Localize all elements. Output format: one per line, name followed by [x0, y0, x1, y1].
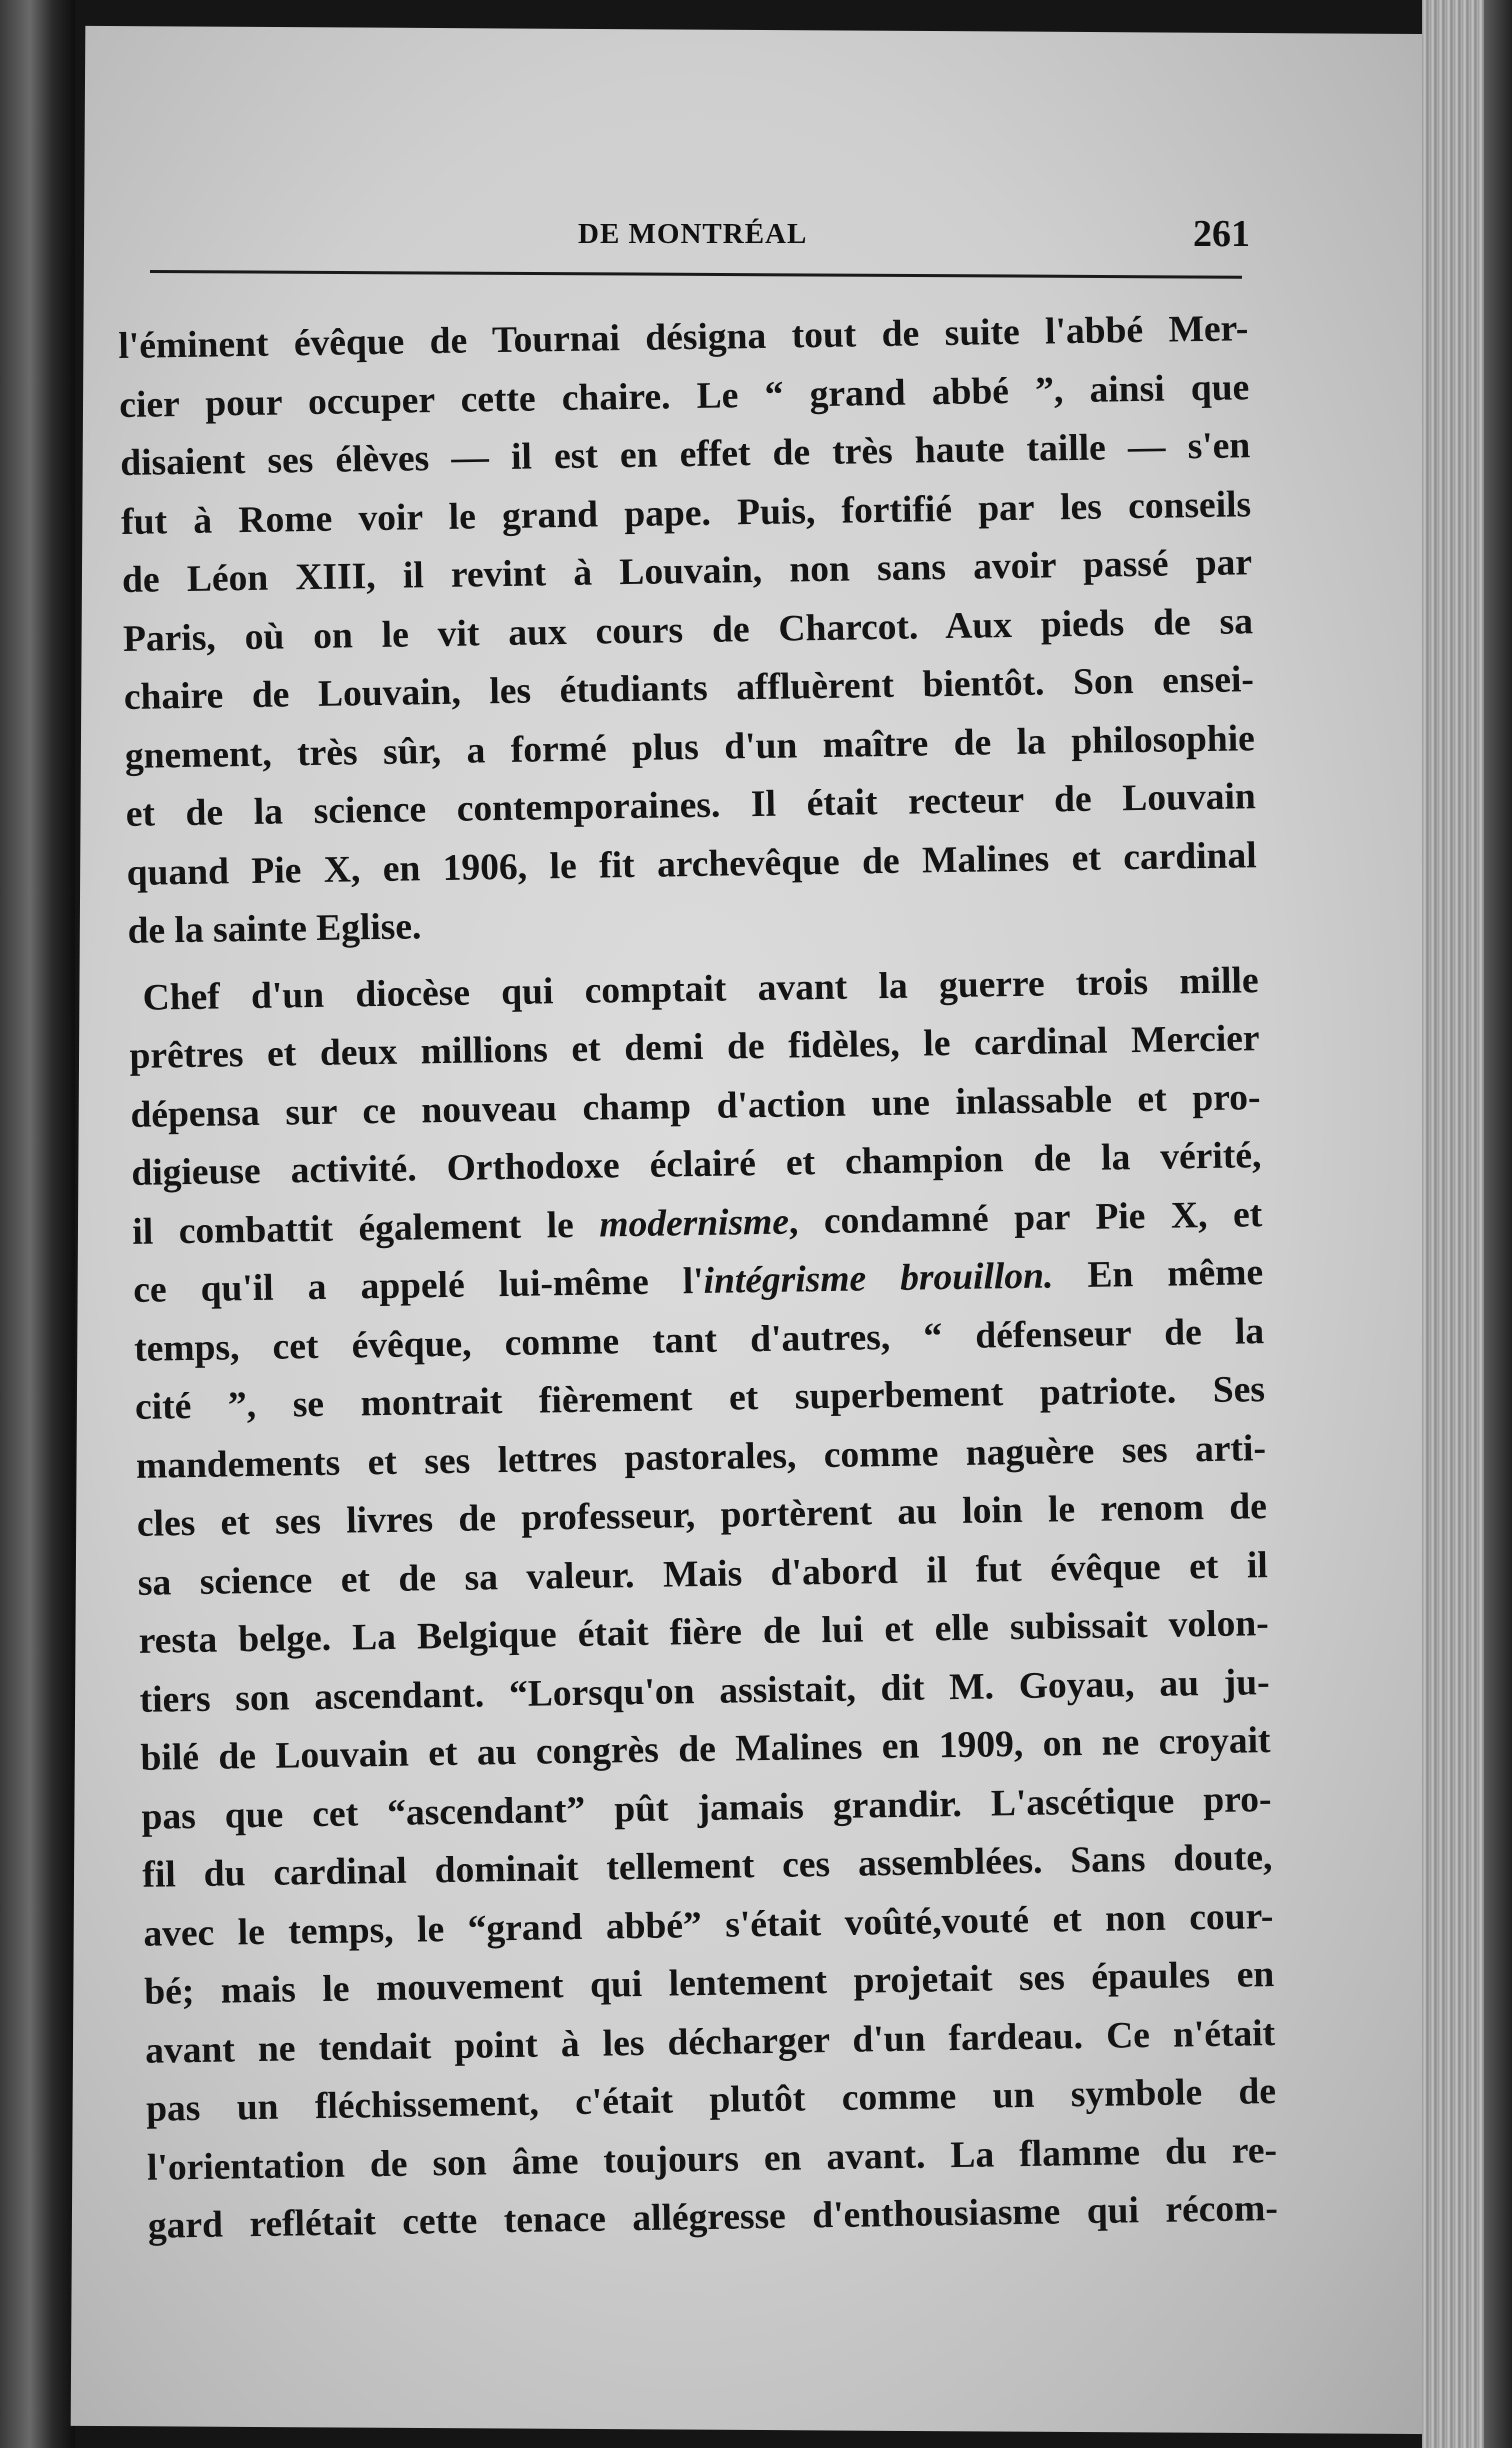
book-gutter-shadow: [0, 0, 75, 2448]
page-number: 261: [1193, 213, 1250, 255]
page-stack-edges: [1422, 0, 1512, 2448]
text-segment: ce qu'il a appelé lui-même l': [132, 1260, 704, 1311]
text-segment: , condamné par Pie X, et: [788, 1193, 1263, 1243]
text-line: et de la science contemporaines. Il était recteur de Louvain: [125, 776, 1256, 835]
text-line: tiers son ascendant. “Lorsqu'on assistait, dit M. Goyau, au ju-: [139, 1661, 1270, 1721]
text-line: pas que cet “ascendant” pût jamais grandir. L'ascétique pro-: [141, 1778, 1272, 1838]
italic-term: modernisme: [599, 1201, 790, 1246]
italic-term: intégrisme brouillon.: [703, 1255, 1054, 1302]
text-line: chaire de Louvain, les étudiants affluèrent bientôt. Son ensei-: [123, 659, 1255, 718]
text-line: cier pour occuper cette chaire. Le “ grand abbé ”, ainsi que: [119, 366, 1250, 426]
text-line: fil du cardinal dominait tellement ces assemblées. Sans doute,: [142, 1837, 1273, 1896]
text-line: de la sainte Eglise.: [127, 906, 422, 952]
text-line: quand Pie X, en 1906, le fit archevêque de Malines et cardinal: [126, 834, 1257, 894]
text-line: resta belge. La Belgique était fière de lui et elle subissait volon-: [138, 1603, 1269, 1662]
text-line: bé; mais le mouvement qui lentement projetait ses épaules en: [143, 1954, 1275, 2013]
text-line: pas un fléchissement, c'était plutôt comme un symbole de: [145, 2071, 1277, 2130]
body-text: [118, 300, 1278, 2256]
text-line: l'éminent évêque de Tournai désigna tout de suite l'abbé Mer-: [118, 308, 1249, 367]
text-segment: En même: [1053, 1252, 1264, 1297]
text-line: avant ne tendait point à les décharger d'un fardeau. Ce n'était: [144, 2012, 1276, 2072]
text-line: mandements et ses lettres pastorales, comme naguère ses arti-: [135, 1427, 1267, 1487]
text-line: de Léon XIII, il revint à Louvain, non sans avoir passé par: [121, 542, 1253, 601]
text-line: digieuse activité. Orthodoxe éclairé et champion de la vérité,: [131, 1135, 1262, 1194]
text-line: gard reflétait cette tenace allégresse d'enthousiasme qui récom-: [147, 2188, 1279, 2247]
text-line: avec le temps, le “grand abbé” s'était voûté,vouté et non cour-: [143, 1895, 1274, 1955]
text-line: bilé de Louvain et au congrès de Malines en 1909, on ne croyait: [140, 1720, 1271, 1779]
text-line: temps, cet évêque, comme tant d'autres, “ défenseur de la: [133, 1310, 1265, 1370]
text-segment: il combattit également le: [132, 1204, 600, 1253]
text-line: Chef d'un diocèse qui comptait avant la guerre trois mille: [142, 959, 1259, 1019]
text-line: fut à Rome voir le grand pape. Puis, fortifié par les conseils: [120, 483, 1252, 543]
text-line: cité ”, se montrait fièrement et superbement patriote. Ses: [134, 1369, 1266, 1428]
running-head: DE MONTRÉAL: [578, 218, 808, 250]
text-line: sa science et de sa valeur. Mais d'abord il fut évêque et il: [137, 1544, 1269, 1604]
text-line: disaient ses élèves — il est en effet de très haute taille — s'en: [119, 425, 1251, 484]
text-line: Paris, où on le vit aux cours de Charcot. Aux pieds de sa: [122, 600, 1254, 660]
text-line: gnement, très sûr, a formé plus d'un maître de la philosophie: [124, 717, 1256, 777]
text-line: dépensa sur ce nouveau champ d'action une inlassable et pro-: [130, 1076, 1261, 1136]
text-line: cles et ses livres de professeur, portèrent au loin le renom de: [136, 1486, 1268, 1545]
text-line: prêtres et deux millions et demi de fidèles, le cardinal Mercier: [129, 1018, 1260, 1077]
page-header: [150, 212, 1250, 262]
text-line: l'orientation de son âme toujours en avant. La flamme du re-: [146, 2129, 1278, 2189]
